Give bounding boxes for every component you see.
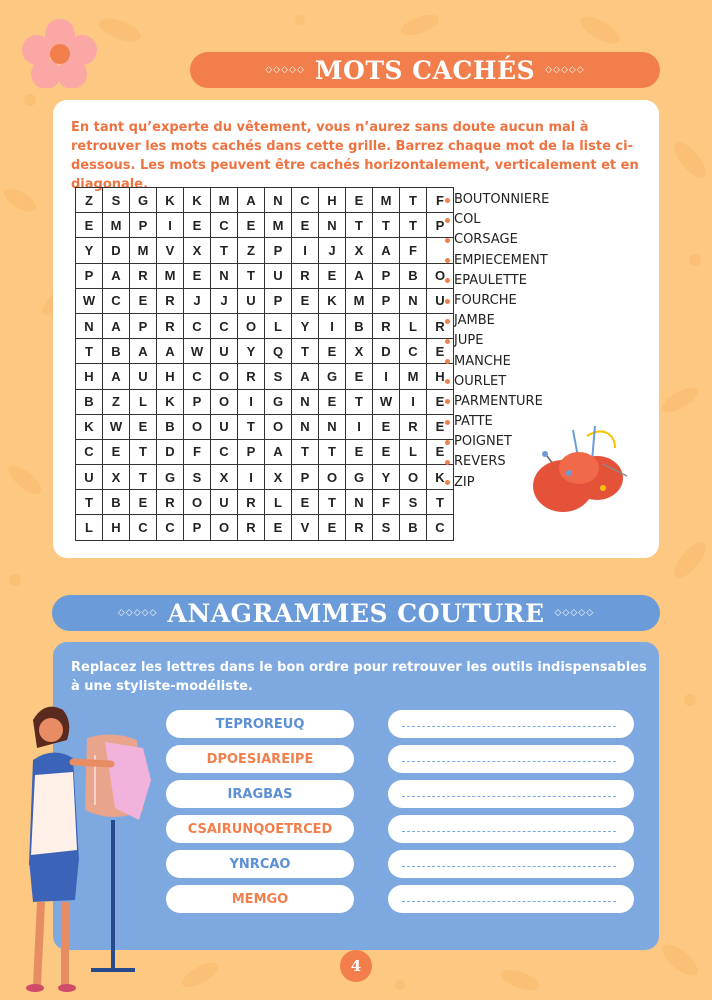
grid-cell[interactable]: O	[211, 515, 238, 540]
word-list-item	[445, 291, 549, 311]
grid-cell[interactable]: E	[184, 263, 211, 288]
grid-cell[interactable]: P	[184, 515, 211, 540]
grid-cell[interactable]: S	[400, 490, 427, 515]
bullet-icon	[445, 218, 450, 223]
flower-icon	[20, 18, 100, 88]
grid-cell[interactable]: H	[427, 364, 454, 389]
grid-cell[interactable]: K	[76, 414, 103, 439]
grid-cell[interactable]: B	[346, 313, 373, 338]
grid-cell[interactable]: X	[103, 465, 130, 490]
word-list-item	[445, 230, 549, 250]
grid-cell[interactable]: N	[346, 490, 373, 515]
word-list-item	[445, 271, 549, 291]
grid-cell[interactable]: G	[265, 389, 292, 414]
bullet-icon	[445, 198, 450, 203]
grid-cell[interactable]: O	[184, 414, 211, 439]
grid-cell[interactable]: A	[157, 339, 184, 364]
grid-cell[interactable]: C	[76, 439, 103, 464]
word-list-item	[445, 210, 549, 230]
answer-field[interactable]	[388, 815, 634, 843]
grid-cell[interactable]: C	[211, 439, 238, 464]
grid-cell[interactable]: Y	[373, 465, 400, 490]
grid-cell[interactable]: X	[211, 465, 238, 490]
word-label: OURLET	[454, 373, 507, 389]
word-list-item	[445, 372, 549, 392]
bullet-icon	[445, 339, 450, 344]
grid-cell[interactable]: P	[130, 213, 157, 238]
grid-cell[interactable]: Z	[103, 389, 130, 414]
grid-cell[interactable]: L	[400, 313, 427, 338]
grid-cell[interactable]: A	[292, 364, 319, 389]
word-label: MANCHE	[454, 353, 511, 369]
grid-cell[interactable]: H	[76, 364, 103, 389]
grid-cell[interactable]: U	[265, 263, 292, 288]
grid-row	[76, 389, 454, 414]
grid-cell[interactable]: A	[130, 339, 157, 364]
grid-cell[interactable]: X	[346, 339, 373, 364]
grid-cell[interactable]: E	[130, 414, 157, 439]
dashed-line	[402, 831, 616, 832]
bullet-icon	[445, 238, 450, 243]
anagram-instructions: Replacez les lettres dans le bon ordre pour retrouver les outils indispensables à une styliste-modéliste.	[71, 660, 647, 694]
grid-cell[interactable]: K	[184, 188, 211, 213]
word-label: EPAULETTE	[454, 272, 527, 288]
grid-cell[interactable]: P	[130, 313, 157, 338]
answer-field[interactable]	[388, 745, 634, 773]
grid-cell[interactable]: N	[211, 263, 238, 288]
anagram-word: YNRCAO	[166, 850, 354, 878]
grid-cell[interactable]: M	[211, 188, 238, 213]
grid-cell[interactable]: E	[76, 213, 103, 238]
grid-cell[interactable]: I	[373, 364, 400, 389]
grid-cell[interactable]: G	[157, 465, 184, 490]
word-list-item	[445, 331, 549, 351]
grid-cell[interactable]: E	[346, 364, 373, 389]
grid-cell[interactable]: E	[184, 213, 211, 238]
grid-row	[76, 213, 454, 238]
grid-row	[76, 515, 454, 540]
grid-cell[interactable]: T	[130, 465, 157, 490]
grid-cell[interactable]: D	[373, 339, 400, 364]
grid-cell[interactable]: Z	[76, 188, 103, 213]
grid-cell[interactable]: N	[319, 414, 346, 439]
grid-cell[interactable]: F	[184, 439, 211, 464]
grid-cell[interactable]: K	[319, 288, 346, 313]
grid-cell[interactable]: W	[184, 339, 211, 364]
grid-cell[interactable]: I	[319, 313, 346, 338]
anagram-word: MEMGO	[166, 885, 354, 913]
grid-cell[interactable]: E	[238, 213, 265, 238]
bullet-icon	[445, 399, 450, 404]
grid-cell[interactable]: M	[346, 288, 373, 313]
dashed-line	[402, 796, 616, 797]
bullet-icon	[445, 379, 450, 384]
grid-cell[interactable]: C	[184, 364, 211, 389]
section-banner-anagrammes	[52, 595, 660, 631]
grid-cell[interactable]: E	[373, 414, 400, 439]
grid-cell[interactable]: A	[103, 263, 130, 288]
word-label: COL	[454, 212, 481, 228]
grid-cell[interactable]: S	[373, 515, 400, 540]
grid-cell[interactable]: N	[292, 414, 319, 439]
grid-cell[interactable]: E	[346, 188, 373, 213]
grid-cell[interactable]: E	[427, 339, 454, 364]
grid-cell[interactable]: J	[184, 288, 211, 313]
grid-cell[interactable]: A	[103, 364, 130, 389]
grid-cell[interactable]: H	[103, 515, 130, 540]
grid-cell[interactable]: F	[427, 188, 454, 213]
grid-cell[interactable]: N	[292, 389, 319, 414]
grid-cell[interactable]: T	[76, 339, 103, 364]
grid-cell[interactable]: E	[319, 339, 346, 364]
grid-cell[interactable]: O	[184, 490, 211, 515]
answer-field[interactable]	[388, 780, 634, 808]
grid-cell[interactable]: U	[211, 490, 238, 515]
bullet-icon	[445, 319, 450, 324]
grid-cell[interactable]: F	[400, 238, 427, 263]
grid-cell[interactable]: D	[103, 238, 130, 263]
grid-cell[interactable]: Y	[238, 339, 265, 364]
grid-cell[interactable]: L	[130, 389, 157, 414]
pincushion-illustration	[523, 418, 633, 518]
grid-cell[interactable]: T	[319, 439, 346, 464]
grid-cell[interactable]: E	[319, 389, 346, 414]
grid-cell[interactable]: O	[427, 263, 454, 288]
grid-cell[interactable]: E	[427, 439, 454, 464]
section-title: ANAGRAMMES COUTURE	[167, 598, 545, 628]
grid-cell[interactable]: N	[265, 188, 292, 213]
grid-cell[interactable]: U	[76, 465, 103, 490]
word-label: JAMBE	[454, 313, 495, 329]
grid-cell[interactable]: V	[292, 515, 319, 540]
grid-cell[interactable]: H	[157, 364, 184, 389]
grid-cell[interactable]: G	[130, 188, 157, 213]
grid-cell[interactable]: B	[76, 389, 103, 414]
anagram-word: IRAGBAS	[166, 780, 354, 808]
grid-row	[76, 263, 454, 288]
grid-cell[interactable]: M	[103, 213, 130, 238]
grid-cell[interactable]: G	[346, 465, 373, 490]
grid-cell[interactable]: J	[211, 288, 238, 313]
word-label: JUPE	[454, 333, 484, 349]
grid-cell[interactable]: Q	[265, 339, 292, 364]
grid-row	[76, 414, 454, 439]
grid-cell[interactable]: P	[265, 238, 292, 263]
grid-cell[interactable]: E	[319, 515, 346, 540]
grid-cell[interactable]: R	[400, 414, 427, 439]
grid-row	[76, 288, 454, 313]
grid-cell[interactable]: O	[211, 389, 238, 414]
grid-cell[interactable]: R	[130, 263, 157, 288]
grid-cell[interactable]: I	[238, 389, 265, 414]
grid-cell[interactable]: U	[130, 364, 157, 389]
grid-cell[interactable]: R	[238, 364, 265, 389]
grid-row	[76, 490, 454, 515]
grid-cell[interactable]: S	[103, 188, 130, 213]
grid-cell[interactable]: B	[103, 490, 130, 515]
bullet-icon	[445, 460, 450, 465]
word-search-card	[53, 100, 659, 558]
grid-cell[interactable]: S	[184, 465, 211, 490]
grid-cell[interactable]: B	[400, 263, 427, 288]
grid-cell[interactable]: V	[157, 238, 184, 263]
grid-cell[interactable]: N	[400, 288, 427, 313]
grid-cell[interactable]: A	[103, 313, 130, 338]
grid-cell[interactable]: T	[346, 213, 373, 238]
dashed-line	[402, 726, 616, 727]
grid-cell[interactable]: M	[157, 263, 184, 288]
word-search-grid	[75, 187, 454, 541]
grid-cell[interactable]: L	[265, 490, 292, 515]
grid-cell[interactable]: C	[184, 313, 211, 338]
bullet-icon	[445, 278, 450, 283]
word-label: ZIP	[454, 474, 475, 490]
grid-row	[76, 465, 454, 490]
grid-row	[76, 238, 454, 263]
grid-cell[interactable]: S	[265, 364, 292, 389]
grid-cell[interactable]: R	[238, 490, 265, 515]
diamond-ornament-icon: ◇◇◇◇◇	[265, 65, 305, 75]
grid-cell[interactable]: E	[319, 263, 346, 288]
grid-row	[76, 313, 454, 338]
bullet-icon	[445, 420, 450, 425]
grid-cell[interactable]: R	[373, 313, 400, 338]
grid-cell[interactable]: W	[76, 288, 103, 313]
grid-cell[interactable]: N	[319, 213, 346, 238]
grid-cell[interactable]: B	[400, 515, 427, 540]
grid-cell[interactable]: I	[400, 389, 427, 414]
grid-cell[interactable]: P	[292, 465, 319, 490]
grid-cell[interactable]: R	[238, 515, 265, 540]
grid-cell[interactable]: T	[130, 439, 157, 464]
grid-cell[interactable]: O	[319, 465, 346, 490]
grid-cell[interactable]: C	[400, 339, 427, 364]
diamond-ornament-icon: ◇◇◇◇◇	[117, 608, 158, 618]
word-list-item	[445, 352, 549, 372]
word-list-item	[445, 392, 549, 412]
grid-cell[interactable]: U	[211, 414, 238, 439]
grid-row	[76, 339, 454, 364]
grid-cell[interactable]: R	[157, 490, 184, 515]
word-label: PATTE	[454, 414, 493, 430]
grid-cell[interactable]: T	[76, 490, 103, 515]
grid-row	[76, 439, 454, 464]
grid-cell[interactable]: C	[157, 515, 184, 540]
grid-cell[interactable]: I	[292, 238, 319, 263]
grid-cell[interactable]: F	[373, 490, 400, 515]
grid-cell[interactable]: M	[130, 238, 157, 263]
grid-cell[interactable]: T	[400, 188, 427, 213]
grid-cell[interactable]: I	[346, 414, 373, 439]
word-label: BOUTONNIERE	[454, 192, 550, 207]
grid-cell[interactable]: L	[76, 515, 103, 540]
grid-cell[interactable]: O	[400, 465, 427, 490]
grid-cell[interactable]: T	[211, 238, 238, 263]
bullet-icon	[445, 480, 450, 485]
dashed-line	[402, 901, 616, 902]
grid-cell[interactable]: K	[157, 389, 184, 414]
dashed-line	[402, 761, 616, 762]
grid-cell[interactable]: O	[211, 364, 238, 389]
answer-field[interactable]	[388, 850, 634, 878]
diamond-ornament-icon: ◇◇◇◇◇	[554, 608, 595, 618]
grid-cell[interactable]: T	[238, 263, 265, 288]
anagram-word: TEPROREUQ	[166, 710, 354, 738]
grid-cell[interactable]: M	[373, 188, 400, 213]
grid-cell[interactable]: C	[103, 288, 130, 313]
page-number: 4	[340, 950, 372, 982]
grid-cell[interactable]: P	[265, 288, 292, 313]
grid-cell[interactable]: E	[103, 439, 130, 464]
grid-cell[interactable]: M	[400, 364, 427, 389]
grid-cell[interactable]: T	[319, 490, 346, 515]
word-label: EMPIECEMENT	[454, 252, 548, 268]
grid-cell[interactable]: P	[427, 213, 454, 238]
grid-cell[interactable]: W	[373, 389, 400, 414]
bullet-icon	[445, 258, 450, 263]
grid-cell[interactable]: A	[265, 439, 292, 464]
grid-row	[76, 188, 454, 213]
word-search-instructions: En tant qu’experte du vêtement, vous n’aurez sans doute aucun mal à retrouver les mots cachés dans cette grille. Barrez chaque mot de la liste ci-dessous. Les mots peuvent être cachés horizontalement, verticalement et en diagonale.	[71, 120, 639, 192]
word-label: POIGNET	[454, 434, 512, 450]
grid-cell[interactable]: Y	[76, 238, 103, 263]
grid-cell[interactable]: C	[427, 515, 454, 540]
grid-cell[interactable]: L	[265, 313, 292, 338]
grid-row	[76, 364, 454, 389]
grid-cell[interactable]: Z	[238, 238, 265, 263]
grid-cell[interactable]: T	[346, 389, 373, 414]
grid-cell[interactable]: B	[157, 414, 184, 439]
grid-cell[interactable]: G	[319, 364, 346, 389]
grid-cell[interactable]: E	[292, 490, 319, 515]
word-list-item	[445, 251, 549, 271]
grid-cell[interactable]: C	[211, 313, 238, 338]
grid-cell[interactable]: I	[238, 465, 265, 490]
diamond-ornament-icon: ◇◇◇◇◇	[545, 65, 585, 75]
grid-cell[interactable]: U	[211, 339, 238, 364]
anagram-word: DPOESIAREIPE	[166, 745, 354, 773]
bullet-icon	[445, 359, 450, 364]
word-list-item	[445, 190, 549, 210]
anagram-word: CSAIRUNQOETRCED	[166, 815, 354, 843]
grid-cell[interactable]: E	[427, 389, 454, 414]
grid-cell[interactable]: E	[427, 414, 454, 439]
grid-cell[interactable]: R	[346, 515, 373, 540]
grid-cell[interactable]: J	[319, 238, 346, 263]
grid-cell[interactable]: D	[157, 439, 184, 464]
grid-cell[interactable]: K	[427, 465, 454, 490]
grid-cell[interactable]: E	[346, 439, 373, 464]
grid-cell[interactable]: K	[157, 188, 184, 213]
grid-cell[interactable]: R	[157, 313, 184, 338]
word-label: PARMENTURE	[454, 393, 543, 409]
grid-cell[interactable]: U	[427, 288, 454, 313]
answer-field[interactable]	[388, 885, 634, 913]
grid-cell[interactable]: P	[184, 389, 211, 414]
grid-cell[interactable]: L	[400, 439, 427, 464]
bullet-icon	[445, 299, 450, 304]
grid-cell[interactable]: E	[130, 490, 157, 515]
grid-cell[interactable]: R	[157, 288, 184, 313]
section-banner-mots-caches	[190, 52, 660, 88]
grid-cell[interactable]: E	[265, 515, 292, 540]
grid-cell[interactable]: X	[184, 238, 211, 263]
grid-cell[interactable]: R	[292, 263, 319, 288]
grid-cell[interactable]: A	[238, 188, 265, 213]
dashed-line	[402, 866, 616, 867]
grid-cell[interactable]: H	[319, 188, 346, 213]
grid-cell[interactable]: C	[292, 188, 319, 213]
answer-field[interactable]	[388, 710, 634, 738]
grid-cell[interactable]: W	[103, 414, 130, 439]
grid-cell[interactable]: C	[130, 515, 157, 540]
grid-cell[interactable]: P	[373, 288, 400, 313]
grid-cell[interactable]: P	[76, 263, 103, 288]
word-label: CORSAGE	[454, 232, 518, 248]
grid-cell[interactable]: P	[373, 263, 400, 288]
grid-cell[interactable]: N	[76, 313, 103, 338]
grid-cell[interactable]: B	[103, 339, 130, 364]
word-label: FOURCHE	[454, 292, 517, 308]
grid-cell[interactable]: M	[265, 213, 292, 238]
grid-cell[interactable]: T	[373, 213, 400, 238]
grid-cell[interactable]: X	[346, 238, 373, 263]
grid-cell[interactable]: E	[292, 288, 319, 313]
section-title: MOTS CACHÉS	[314, 55, 536, 85]
grid-cell[interactable]: R	[427, 313, 454, 338]
grid-cell[interactable]: T	[427, 490, 454, 515]
grid-cell[interactable]: E	[292, 213, 319, 238]
stylist-illustration	[15, 700, 165, 995]
grid-cell[interactable]: E	[373, 439, 400, 464]
word-list-item	[445, 311, 549, 331]
grid-cell[interactable]: T	[400, 213, 427, 238]
grid-cell[interactable]: O	[265, 414, 292, 439]
grid-cell[interactable]: X	[265, 465, 292, 490]
grid-cell[interactable]: C	[211, 213, 238, 238]
grid-cell[interactable]: T	[292, 439, 319, 464]
grid-cell[interactable]: E	[130, 288, 157, 313]
grid-cell[interactable]: P	[238, 439, 265, 464]
grid-cell[interactable]: U	[238, 288, 265, 313]
bullet-icon	[445, 440, 450, 445]
grid-cell[interactable]: A	[373, 238, 400, 263]
grid-cell[interactable]: A	[346, 263, 373, 288]
grid-cell[interactable]: T	[238, 414, 265, 439]
grid-cell[interactable]: Y	[292, 313, 319, 338]
grid-cell[interactable]: I	[157, 213, 184, 238]
grid-cell[interactable]: O	[238, 313, 265, 338]
grid-cell[interactable]: T	[292, 339, 319, 364]
word-label: REVERS	[454, 454, 506, 470]
